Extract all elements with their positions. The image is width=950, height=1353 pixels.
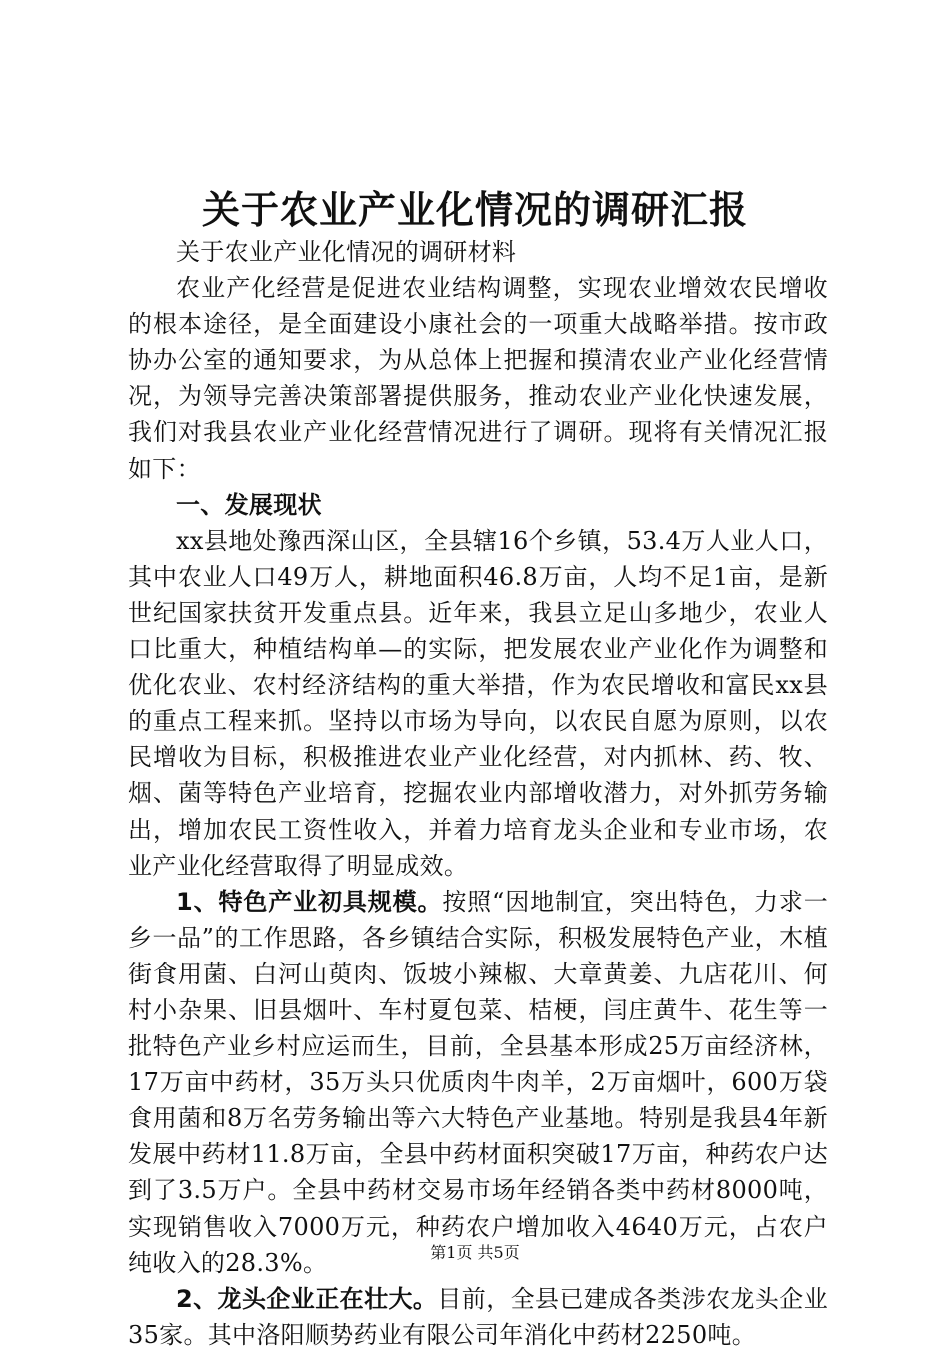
point-1-body: 按照“因地制宜，突出特色，力求一乡一品”的工作思路，各乡镇结合实际，积极发展特色产业，木植街食用菌、白河山萸肉、饭坡小辣椒、大章黄姜、九店花川、何村小杂果、旧县烟叶、车村夏包菜、桔梗，闫庄黄牛、花生等一批特色产业乡村应运而生，目前，全县基本形成25万亩经济林，17万亩中药材，35万头只优质肉牛肉羊，2万亩烟叶，600万袋食用菌和8万名劳务输出等六大特色产业基地。特别是我县4年新发展中药材11.8万亩，全县中药材面积突破17万亩，种药农户达到了3.5万户。全县中药材交易市场年经销各类中药材8000吨，实现销售收入7000万元，种药农户增加收入4640万元，占农户纯收入的28.3%。 xyxy=(128,887,828,1277)
document-subtitle: 关于农业产业化情况的调研材料 xyxy=(176,238,517,266)
point-2-body: 目前，全县已建成各类涉农龙头企业35家。其中洛阳顺势药业有限公司年消化中药材2250吨。 xyxy=(128,1284,828,1349)
page-footer: 第1页 共5页 xyxy=(430,1243,520,1262)
section-heading: 一、发展现状 xyxy=(176,490,322,519)
document-title: 关于农业产业化情况的调研汇报 xyxy=(201,188,748,232)
intro-paragraph: 农业产化经营是促进农业结构调整，实现农业增效农民增收的根本途径，是全面建设小康社会的一项重大战略举措。按市政协办公室的通知要求，为从总体上把握和摸清农业产业化经营情况，为领导完善决策部署提供服务，推动农业产业化快速发展，我们对我县农业产业化经营情况进行了调研。现将有关情况汇报如下： xyxy=(128,274,828,483)
point-1-paragraph xyxy=(128,884,828,1281)
document-body xyxy=(128,234,828,1353)
point-2-paragraph xyxy=(128,1281,828,1353)
section-paragraph: xx县地处豫西深山区，全县辖16个乡镇，53.4万人业人口，其中农业人口49万人，耕地面积46.8万亩，人均不足1亩，是新世纪国家扶贫开发重点县。近年来，我县立足山多地少，农业人口比重大，种植结构单—的实际，把发展农业产业化作为调整和优化农业、农村经济结构的重大举措，作为农民增收和富民xx县的重点工程来抓。坚持以市场为导向，以农民自愿为原则，以农民增收为目标，积极推进农业产业化经营，对内抓林、药、牧、烟、菌等特色产业培育，挖掘农业内部增收潜力，对外抓劳务输出，增加农民工资性收入，并着力培育龙头企业和专业市场，农业产业化经营取得了明显成效。 xyxy=(128,526,828,880)
point-1-lead: 1、特色产业初具规模。 xyxy=(176,887,443,916)
point-2-lead: 2、龙头企业正在壮大。 xyxy=(176,1284,438,1313)
